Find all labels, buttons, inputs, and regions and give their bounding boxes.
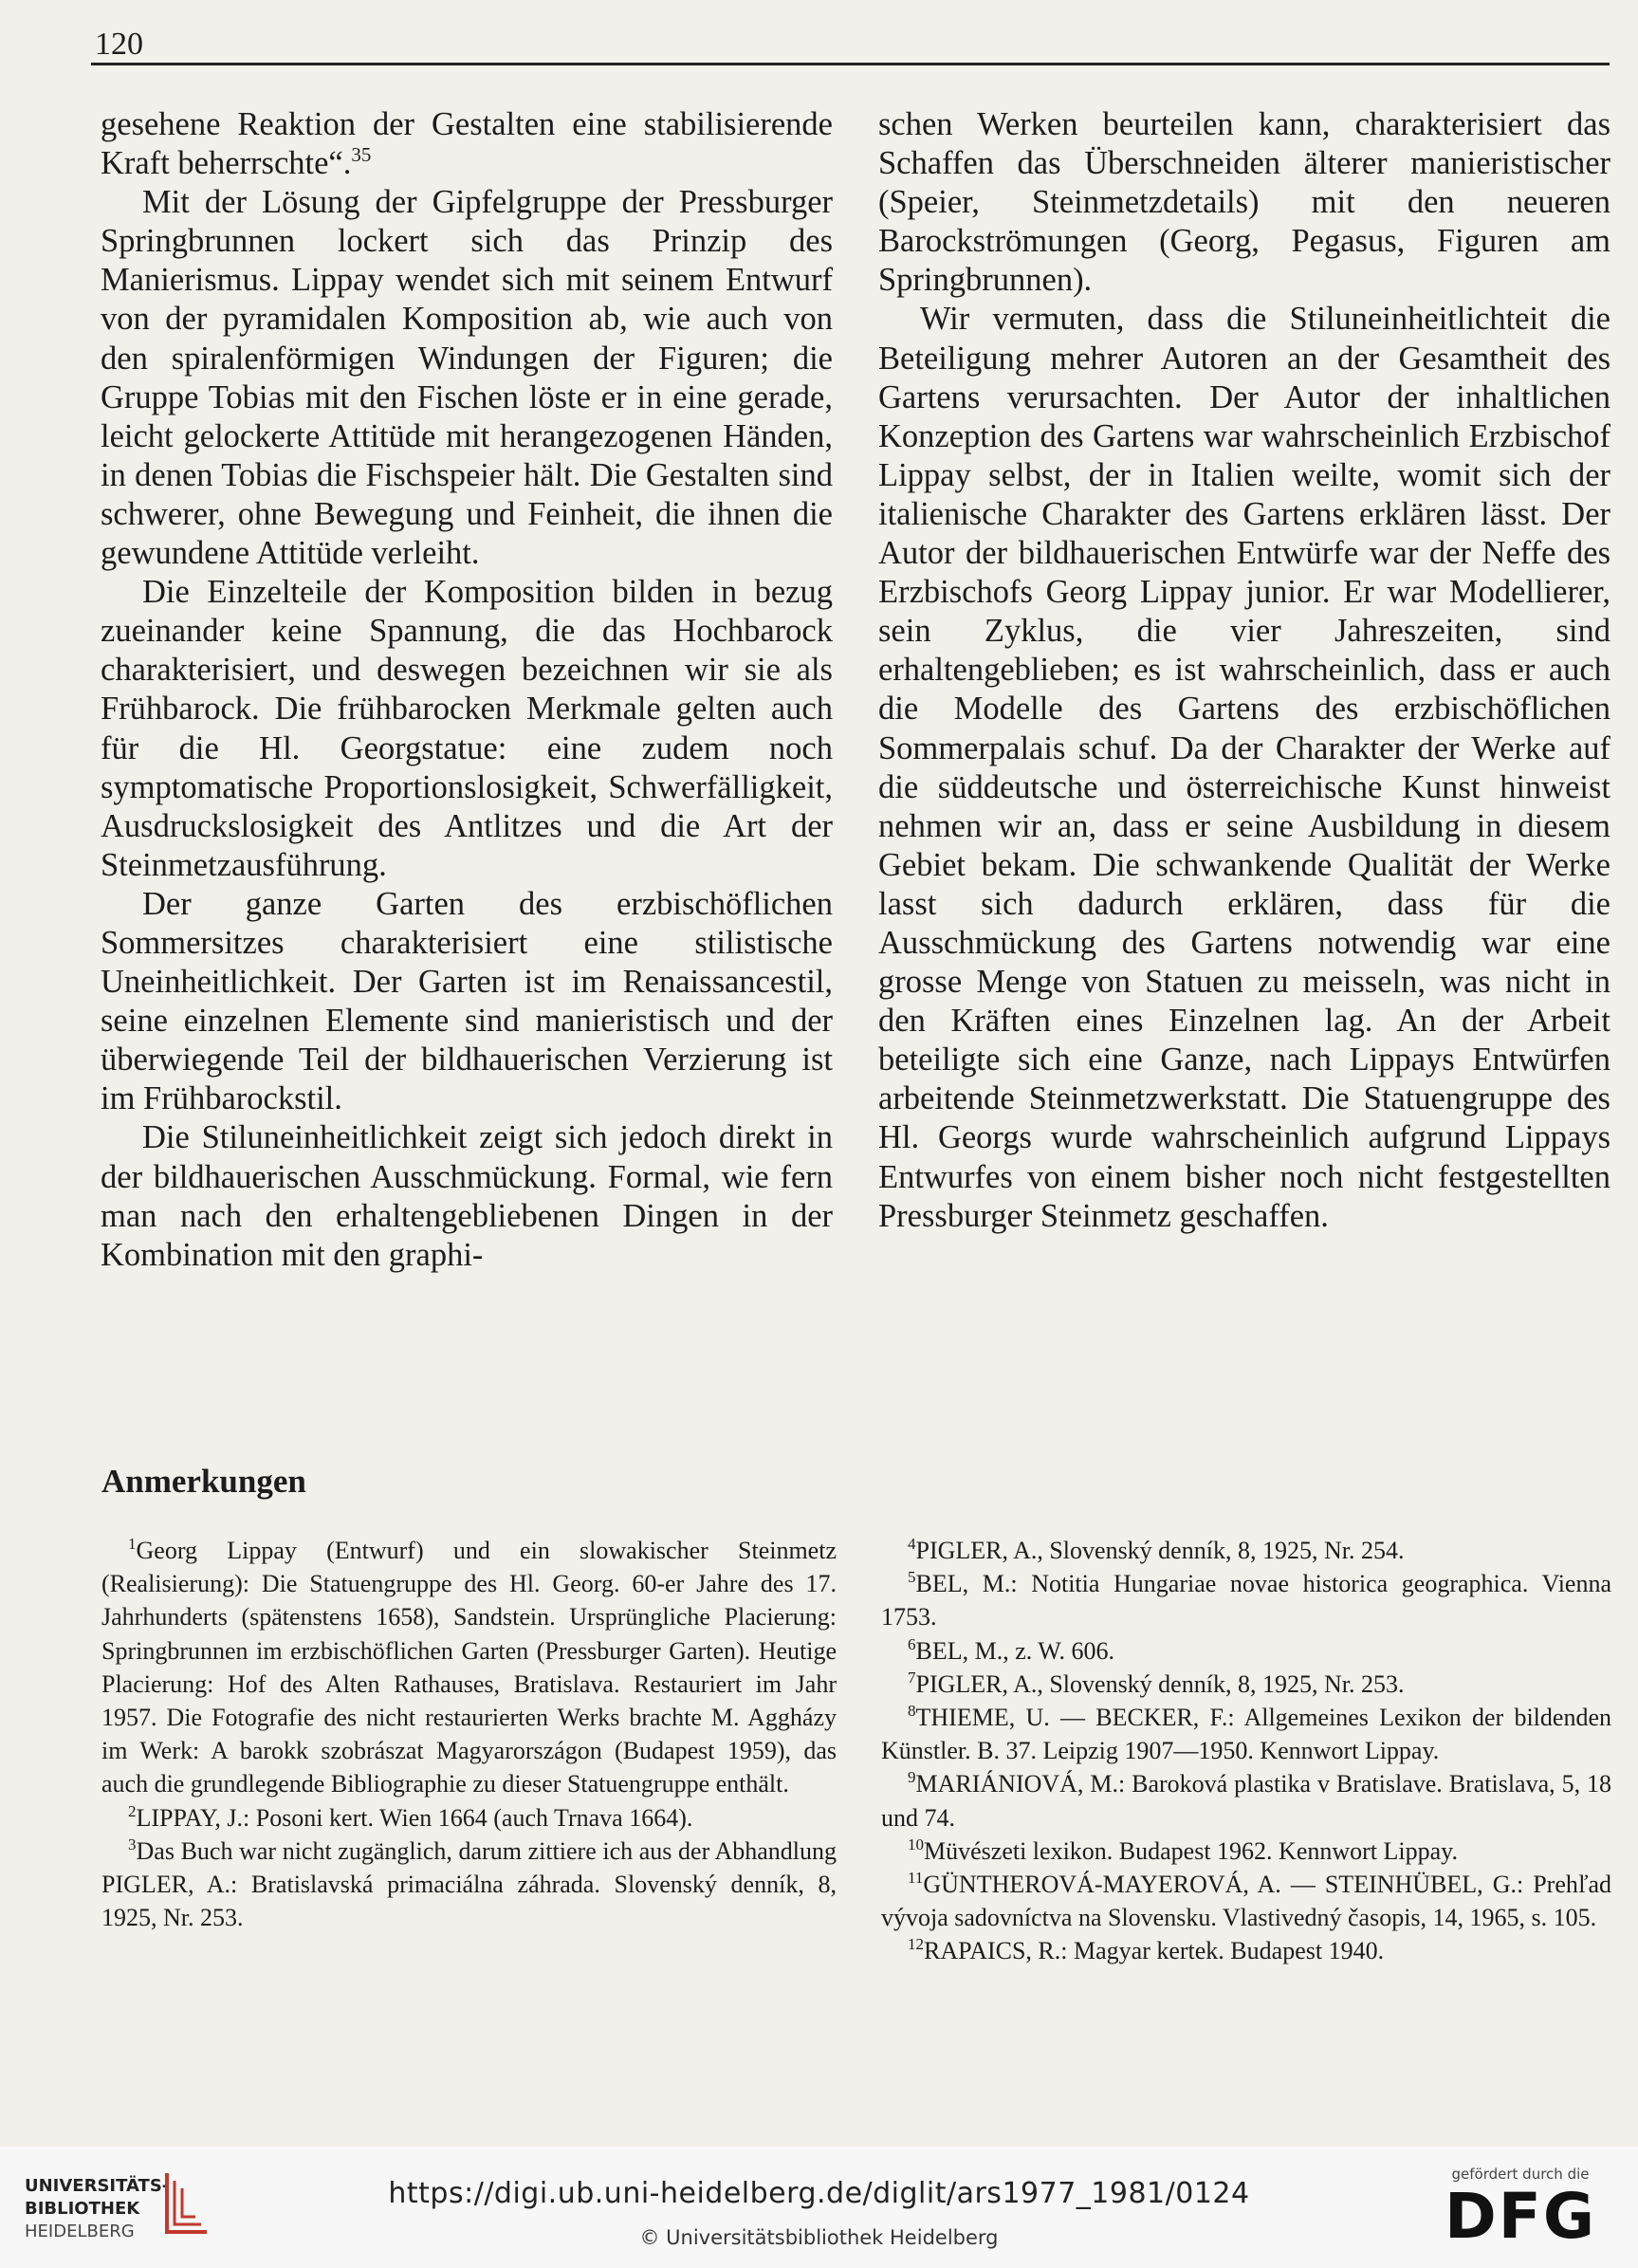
page-number: 120 (95, 27, 143, 62)
logo-line: HEIDELBERG (25, 2222, 135, 2241)
footnote (881, 1534, 1611, 1567)
footnote-number: 6 (908, 1634, 916, 1653)
footnote (881, 1701, 1611, 1767)
funding-badge[interactable] (1435, 2166, 1606, 2251)
footnote-number: 1 (128, 1535, 137, 1553)
footnote-text: BEL, M., z. W. 606. (915, 1636, 1114, 1665)
footnotes-right (881, 1534, 1611, 1968)
left-column (101, 105, 833, 1275)
footnote-text: RAPAICS, R.: Magyar kertek. Budapest 1940. (924, 1937, 1385, 1965)
notes-heading: Anmerkungen (101, 1463, 306, 1500)
footnote (101, 1534, 837, 1801)
footnote-text: PIGLER, A., Slovenský denník, 8, 1925, Nr. 253. (915, 1669, 1405, 1698)
footnote-number: 11 (908, 1869, 924, 1888)
logo-line: BIBLIOTHEK (25, 2199, 140, 2219)
footnote-number: 4 (908, 1535, 916, 1553)
footnote-text: PIGLER, A., Slovenský denník, 8, 1925, Nr. 254. (915, 1537, 1405, 1564)
paragraph: Die Einzelteile der Komposition bilden in bezug zueinander keine Spannung, die das Hochbarock charakterisiert, und deswegen bezeichnen wir sie als Frühbarock. Die frühbarocken Merkmale gelten auch für die Hl. Georgstatue: eine zudem noch symptomatische Proportionslosigkeit, Schwerfälligkeit, Ausdruckslosigkeit des Antlitzes und die Art der Steinmetzausführung. (101, 574, 833, 883)
paragraph (101, 105, 833, 183)
footnote-text: THIEME, U. — BECKER, F.: Allgemeines Lexikon der bildenden Künstler. B. 37. Leipzig 1907—1950. Kennwort Lippay. (881, 1704, 1611, 1765)
footnote (881, 1767, 1611, 1834)
footnote-number: 5 (908, 1568, 916, 1587)
paragraph: Mit der Lösung der Gipfelgruppe der Pressburger Springbrunnen lockert sich das Prinzip des Manierismus. Lippay wendet sich mit seinem Entwurf von der pyramidalen Komposition ab, wie auch von den spiralenförmigen Windungen der Figuren; die Gruppe Tobias mit den Fischen löste er in eine gerade, leicht gelockerte Attitüde mit herangezogenen Händen, in denen Tobias die Fischspeier hält. Die Gestalten sind schwerer, ohne Bewegung und Feinheit, die ihnen die gewundene Attitüde verleiht. (101, 184, 833, 572)
copyright-notice: © Universitätsbibliothek Heidelberg (639, 2226, 999, 2249)
footnotes-left (101, 1534, 837, 1934)
paragraph-text: gesehene Reaktion der Gestalten eine stabilisierende Kraft beherrschte“. (101, 106, 833, 182)
footnote-text: Müvészeti lexikon. Budapest 1962. Kennwort Lippay. (924, 1836, 1458, 1865)
footnote (881, 1934, 1611, 1967)
footnote (881, 1668, 1611, 1701)
logo-line: UNIVERSITÄTS- (25, 2176, 170, 2196)
footnote-number: 12 (908, 1935, 924, 1954)
footnote (881, 1567, 1611, 1633)
footnote (881, 1835, 1611, 1868)
paragraph: Die Stiluneinheitlichkeit zeigt sich jedoch direkt in der bildhauerischen Ausschmückung. Formal, wie fern man nach den erhaltengebliebenen Dingen in der Kombination mit den graphi- (101, 1119, 833, 1273)
footnote-text: LIPPAY, J.: Posoni kert. Wien 1664 (auch Trnava 1664). (136, 1803, 693, 1832)
footnote-text: GÜNTHEROVÁ-MAYEROVÁ, A. — STEINHÜBEL, G.: Prehľad vývoja sadovníctva na Slovensku. Vlastivedný časopis, 14, 1965, s. 105. (881, 1871, 1611, 1932)
funding-note: gefördert durch die (1451, 2166, 1590, 2183)
footnote-number: 8 (908, 1702, 916, 1721)
footnote (101, 1835, 837, 1935)
footnote (881, 1868, 1611, 1934)
footnote-text: Das Buch war nicht zugänglich, darum zittiere ich aus der Abhandlung PIGLER, A.: Bratislavská primaciálna záhrada. Slovenský denník, 8, 1925, Nr. 253. (101, 1836, 837, 1932)
footnote (101, 1801, 837, 1835)
footnote-text: MARIÁNIOVÁ, M.: Baroková plastika v Bratislave. Bratislava, 5, 18 und 74. (881, 1770, 1611, 1832)
header-rule (91, 63, 1610, 65)
footnote-number: 2 (128, 1801, 137, 1820)
footnote-number: 3 (128, 1835, 137, 1853)
footnote-text: Georg Lippay (Entwurf) und ein slowakischer Steinmetz (Realisierung): Die Statuengruppe des Hl. Georg. 60-er Jahre des 17. Jahrhunderts (spätenstens 1658), Sandstein. Ursprüngliche Placierung: Springbrunnen im erzbischöflichen Garten (Pressburger Garten). Heutige Placierung: Hof des Alten Rathauses, Bratislava. Restauriert im Jahr 1957. Die Fotografie des nicht restaurierten Werks brachte M. Aggházy im Werk: A barokk szobrászat Magyarországon (Budapest 1959), das auch die grundlegende Bibliographie zu dieser Statuengruppe enthält. (101, 1537, 837, 1798)
footnote-number: 7 (908, 1668, 916, 1687)
paragraph: Wir vermuten, dass die Stiluneinheitlichteit die Beteiligung mehrer Autoren an der Gesamtheit des Gartens verursachten. Der Autor der inhaltlichen Konzeption des Gartens war wahrscheinlich Erzbischof Lippay selbst, der in Italien weilte, womit sich der italienische Charakter des Gartens erklären lässt. Der Autor der bildhauerischen Entwürfe war der Neffe des Erzbischofs Georg Lippay junior. Er war Modellierer, sein Zyklus, die vier Jahreszeiten, sind erhaltengeblieben; es ist wahrscheinlich, dass er auch die Modelle des Gartens des erzbischöflichen Sommerpalais schuf. Da der Charakter der Werke auf die süddeutsche und österreichische Kunst hinweist nehmen wir an, dass er seine Ausbildung in diesem Gebiet bekam. Die schwankende Qualität der Werke lasst sich dadurch erklären, dass für die Ausschmückung des Gartens notwendig war eine grosse Menge von Statuen zu meisseln, was nicht in den Kräften eines Einzelnen lag. An der Arbeit beteiligte sich eine Ganze, nach Lippays Entwürfen arbeitende Steinmetzwerkstatt. Die Statuengruppe des Hl. Georgs wurde wahrscheinlich aufgrund Lippays Entwurfes von einem bisher noch nicht festgestellten Pressburger Steinmetz geschaffen. (878, 301, 1610, 1234)
footnote-number: 9 (908, 1768, 916, 1787)
paragraph: schen Werken beurteilen kann, charakterisiert das Schaffen das Überschneiden älterer manieristischer (Speier, Steinmetzdetails) mit den neueren Barockströmungen (Georg, Pegasus, Figuren am Springbrunnen). (878, 106, 1610, 299)
dfg-logo: DFG (1444, 2180, 1597, 2253)
footnote-text: BEL, M.: Notitia Hungariae novae historica geographica. Vienna 1753. (881, 1570, 1611, 1632)
viewer-footer (0, 2147, 1638, 2268)
right-column (878, 105, 1610, 1236)
paragraph: Der ganze Garten des erzbischöflichen Sommersitzes charakterisiert eine stilistische Uneinheitlichkeit. Der Garten ist im Renaissancestil, seine einzelnen Elemente sind manieristisch und der überwiegende Teil der bildhauerischen Verzierung ist im Frühbarockstil. (101, 885, 833, 1117)
footnote-number: 10 (908, 1835, 924, 1853)
permalink[interactable]: https://digi.ub.uni-heidelberg.de/diglit/ars1977_1981/0124 (388, 2177, 1250, 2210)
footnote-ref: 35 (351, 143, 372, 167)
footnote (881, 1634, 1611, 1668)
